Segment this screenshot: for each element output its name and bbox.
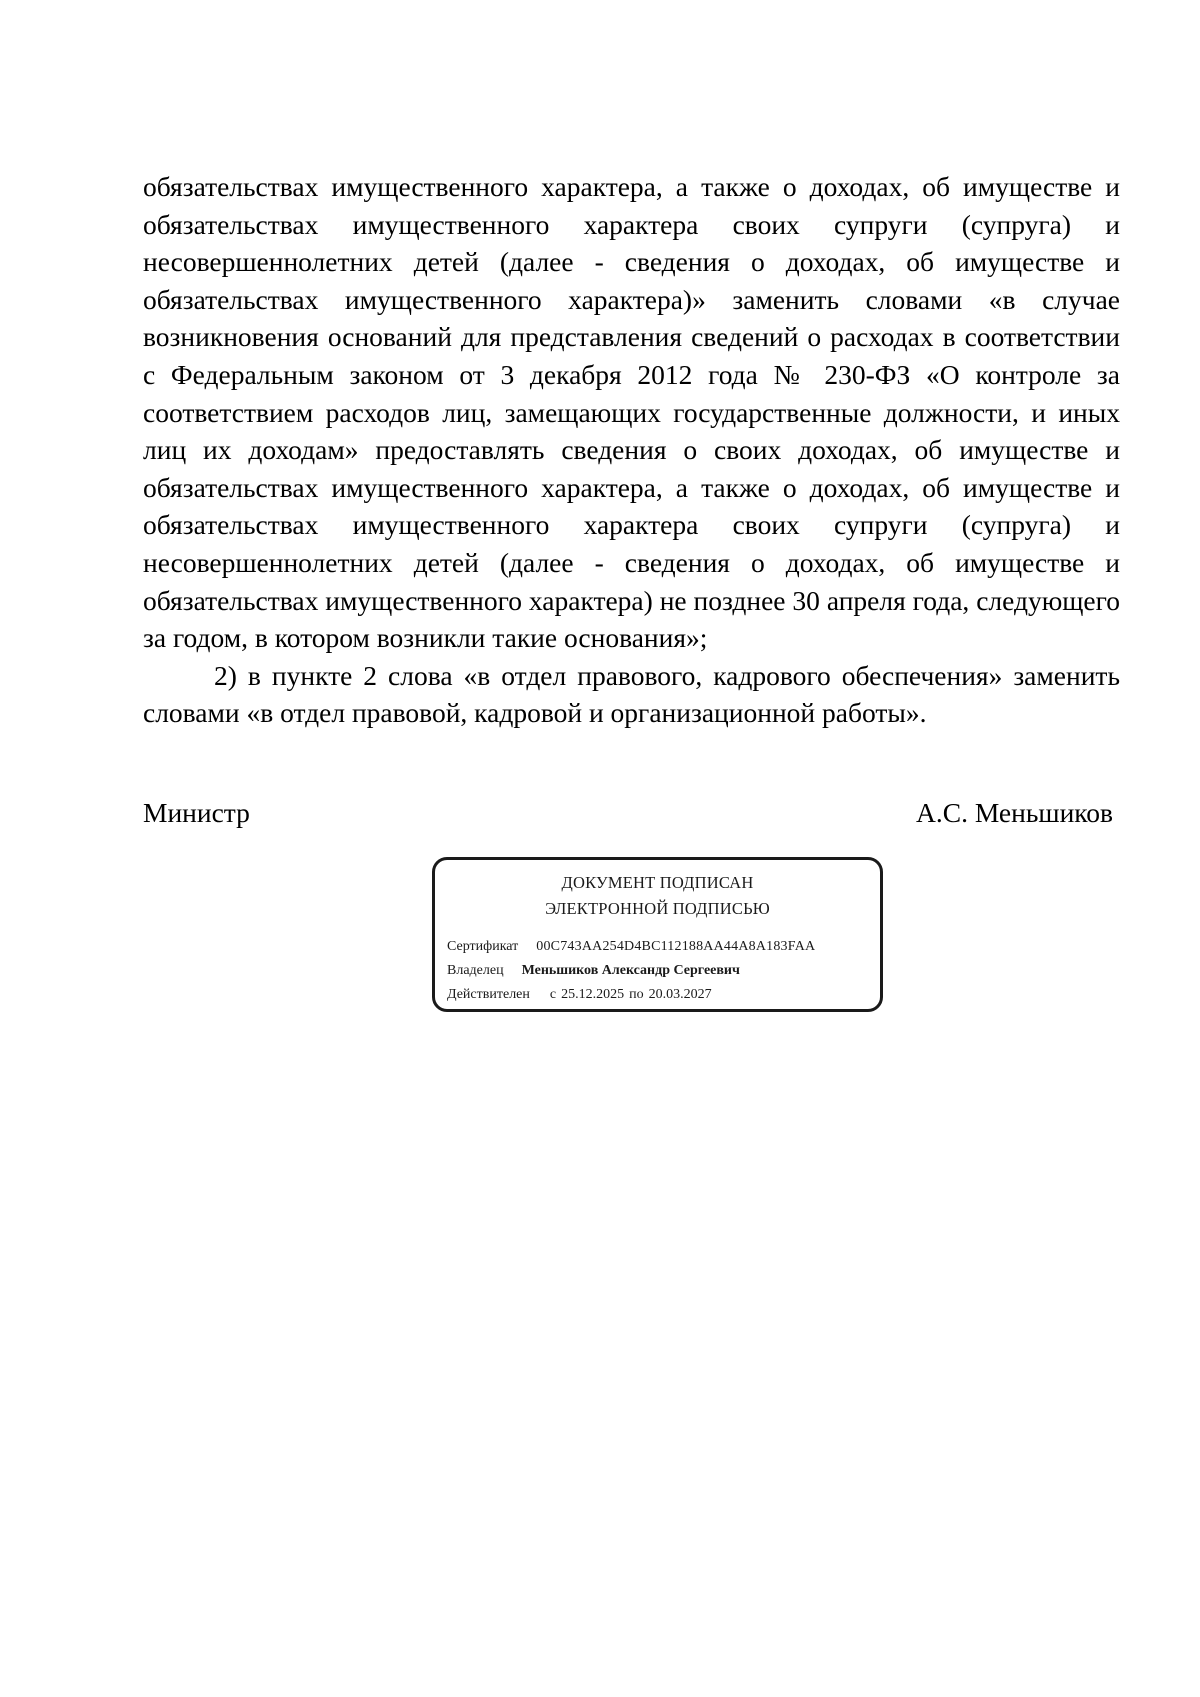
paragraph-continuation: обязательствах имущественного характера, а также о доходах, об имуществе и обязательствах имущественного характера своих супруги (супруга) и несовершеннолетних детей (далее - сведения о доходах, об имуществе и обязательствах имущественного характера)» заменить словами «в случае возникновения оснований для представления сведений о расходах в соответствии с Федеральным законом от 3 декабря 2012 года № 230-ФЗ «О контроле за соответствием расходов лиц, замещающих государственные должности, и иных лиц их доходам» предоставлять сведения о своих доходах, об имуществе и обязательствах имущественного характера, а также о доходах, об имуществе и обязательствах имущественного характера своих супруги (супруга) и несовершеннолетних детей (далее - сведения о доходах, об имуществе и обязательствах имущественного характера) не позднее 30 апреля года, следующего за годом, в котором возникли такие основания»;: [143, 171, 1120, 654]
stamp-validity-row: [447, 986, 712, 1004]
stamp-certificate-row: [447, 938, 815, 956]
signer-position: Министр: [143, 797, 250, 828]
certificate-value: 00C743AA254D4BC112188AA44A8A183FAA: [536, 939, 816, 954]
certificate-label: Сертификат: [447, 939, 519, 954]
stamp-owner-row: [447, 962, 740, 980]
electronic-signature-stamp: [432, 857, 883, 1012]
valid-to-prefix: по: [629, 987, 644, 1002]
valid-to-date: 20.03.2027: [648, 987, 712, 1002]
document-body: [143, 168, 1120, 732]
paragraph-item-2: 2) в пункте 2 слова «в отдел правового, кадрового обеспечения» заменить словами «в отдел правовой, кадровой и организационной работы».: [143, 659, 1120, 729]
valid-from-prefix: с: [549, 987, 557, 1002]
valid-from-date: 25.12.2025: [561, 987, 625, 1002]
stamp-heading: [435, 870, 880, 922]
signer-name: А.С. Меньшиков: [916, 797, 1113, 828]
owner-value: Меньшиков Александр Сергеевич: [521, 963, 740, 978]
validity-label: Действителен: [447, 987, 530, 1002]
owner-label: Владелец: [447, 963, 504, 978]
stamp-heading-line-1: ДОКУМЕНТ ПОДПИСАН: [561, 873, 754, 892]
stamp-heading-line-2: ЭЛЕКТРОННОЙ ПОДПИСЬЮ: [545, 899, 770, 918]
